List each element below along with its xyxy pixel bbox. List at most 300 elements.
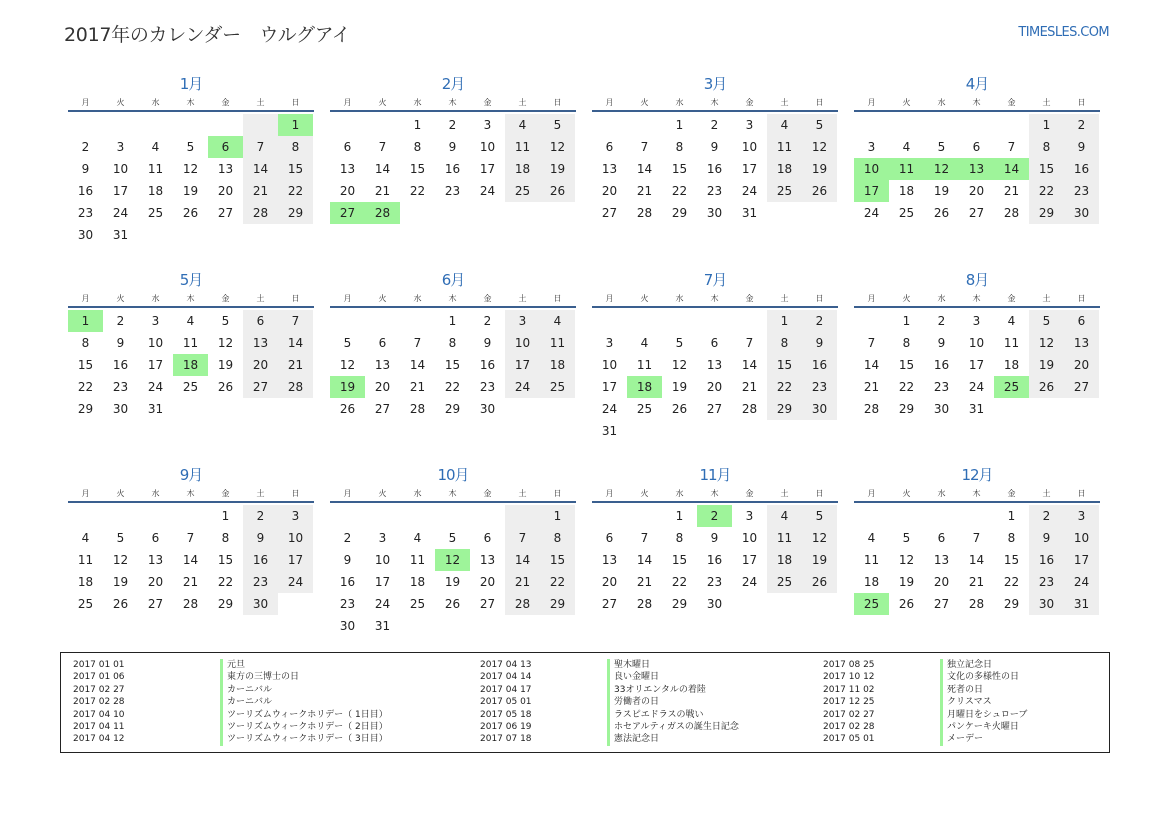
day-cell: 18: [1003, 358, 1020, 372]
day-cell: 16: [479, 358, 496, 372]
month-calendar: [330, 464, 576, 637]
weekday-label: 火: [378, 489, 387, 498]
day-cell: 12: [1029, 332, 1064, 354]
day-cell: 20: [933, 575, 950, 589]
empty-day-cell: [278, 593, 313, 615]
holiday-name: カーニバル: [220, 696, 272, 708]
day-cell: 10: [1064, 527, 1099, 549]
day-cell: 11: [767, 136, 802, 158]
day-cell: 4: [767, 505, 802, 527]
day-cell: 27: [374, 402, 391, 416]
day-cell: 1: [1007, 509, 1016, 523]
day-cell: 6: [378, 336, 387, 350]
day-cell: 6: [605, 531, 614, 545]
day-cell: 10: [741, 531, 758, 545]
day-cell: 11: [77, 553, 94, 567]
day-cell: 4: [81, 531, 90, 545]
day-cell: 14: [505, 549, 540, 571]
day-cell: 31: [968, 402, 985, 416]
weekday-label: 土: [1042, 98, 1051, 107]
day-cell: 11: [636, 358, 653, 372]
day-cell: 26: [671, 402, 688, 416]
weekday-label: 土: [256, 98, 265, 107]
weekday-label: 火: [378, 294, 387, 303]
day-cell: 24: [278, 571, 313, 593]
day-cell: 25: [147, 206, 164, 220]
empty-day-cell: [767, 202, 802, 224]
empty-day-cell: [994, 398, 1029, 420]
day-cell: 17: [112, 184, 129, 198]
day-cell: 19: [112, 575, 129, 589]
day-cell: 1: [68, 310, 103, 332]
day-cell: 19: [330, 376, 365, 398]
day-cell: 26: [217, 380, 234, 394]
weekday-label: 日: [815, 98, 824, 107]
day-cell: 23: [339, 597, 356, 611]
empty-day-cell: [470, 615, 505, 637]
day-cell: 7: [745, 336, 754, 350]
weekday-label: 火: [116, 98, 125, 107]
empty-day-cell: [138, 114, 173, 136]
weekday-label: 月: [343, 98, 352, 107]
day-cell: 13: [374, 358, 391, 372]
day-cell: 20: [147, 575, 164, 589]
day-cell: 15: [898, 358, 915, 372]
day-cell: 21: [243, 180, 278, 202]
empty-day-cell: [365, 505, 400, 527]
empty-day-cell: [854, 114, 889, 136]
day-cell: 25: [77, 597, 94, 611]
day-cell: 6: [483, 531, 492, 545]
day-grid: [854, 112, 1100, 224]
month-calendar: [592, 269, 838, 442]
day-cell: 25: [767, 571, 802, 593]
holiday-name: 33オリエンタルの着陸: [607, 684, 706, 696]
day-grid: [68, 503, 314, 615]
empty-day-cell: [365, 114, 400, 136]
month-name: 11月: [699, 466, 731, 484]
day-cell: 11: [147, 162, 164, 176]
day-cell: 5: [116, 531, 125, 545]
day-cell: 1: [767, 310, 802, 332]
weekday-header: [592, 291, 838, 308]
day-grid: [68, 112, 314, 246]
day-cell: 17: [374, 575, 391, 589]
empty-day-cell: [540, 398, 575, 420]
day-cell: 10: [601, 358, 618, 372]
day-cell: 27: [1064, 376, 1099, 398]
day-cell: 30: [112, 402, 129, 416]
weekday-label: 土: [780, 489, 789, 498]
day-cell: 10: [147, 336, 164, 350]
empty-day-cell: [592, 505, 627, 527]
day-cell: 18: [767, 549, 802, 571]
day-cell: 6: [710, 336, 719, 350]
day-cell: 29: [444, 402, 461, 416]
day-cell: 6: [208, 136, 243, 158]
holiday-name: 聖木曜日: [607, 659, 650, 671]
empty-day-cell: [208, 114, 243, 136]
day-cell: 20: [374, 380, 391, 394]
day-cell: 16: [706, 553, 723, 567]
empty-day-cell: [924, 505, 959, 527]
month-calendar: [330, 73, 576, 224]
day-cell: 1: [1029, 114, 1064, 136]
day-cell: 1: [675, 509, 684, 523]
day-cell: 25: [898, 206, 915, 220]
day-cell: 5: [937, 140, 946, 154]
holiday-date: 2017 05 18: [480, 709, 532, 720]
day-cell: 5: [186, 140, 195, 154]
weekday-header: [68, 291, 314, 308]
day-cell: 4: [186, 314, 195, 328]
day-cell: 24: [1064, 571, 1099, 593]
day-cell: 19: [898, 575, 915, 589]
day-cell: 11: [767, 527, 802, 549]
day-cell: 10: [374, 553, 391, 567]
day-cell: 14: [182, 553, 199, 567]
day-cell: 8: [221, 531, 230, 545]
weekday-label: 木: [710, 294, 719, 303]
page-title: 2017年のカレンダー ウルグアイ: [64, 24, 351, 46]
day-cell: 11: [505, 136, 540, 158]
day-cell: 19: [671, 380, 688, 394]
day-cell: 4: [640, 336, 649, 350]
day-cell: 29: [540, 593, 575, 615]
day-cell: 25: [854, 593, 889, 615]
day-cell: 31: [147, 402, 164, 416]
day-cell: 23: [444, 184, 461, 198]
empty-day-cell: [138, 505, 173, 527]
weekday-label: 金: [483, 489, 492, 498]
day-cell: 12: [182, 162, 199, 176]
day-cell: 6: [1064, 310, 1099, 332]
weekday-header: [592, 486, 838, 503]
weekday-header: [68, 95, 314, 112]
day-cell: 20: [217, 184, 234, 198]
day-cell: 25: [505, 180, 540, 202]
month-name: 9月: [179, 466, 203, 484]
day-cell: 24: [374, 597, 391, 611]
holiday-name: 憲法記念日: [607, 733, 659, 745]
day-cell: 23: [479, 380, 496, 394]
day-cell: 23: [706, 184, 723, 198]
day-cell: 3: [505, 310, 540, 332]
day-cell: 20: [601, 184, 618, 198]
empty-day-cell: [470, 505, 505, 527]
day-cell: 26: [112, 597, 129, 611]
day-cell: 9: [448, 140, 457, 154]
month-name: 6月: [441, 271, 465, 289]
day-cell: 17: [968, 358, 985, 372]
day-cell: 18: [627, 376, 662, 398]
weekday-header: [854, 486, 1100, 503]
empty-day-cell: [697, 310, 732, 332]
day-cell: 30: [1029, 593, 1064, 615]
day-cell: 5: [448, 531, 457, 545]
day-cell: 12: [540, 136, 575, 158]
day-cell: 22: [540, 571, 575, 593]
day-cell: 13: [339, 162, 356, 176]
empty-day-cell: [889, 505, 924, 527]
day-cell: 7: [1007, 140, 1016, 154]
day-cell: 28: [505, 593, 540, 615]
day-cell: 6: [972, 140, 981, 154]
weekday-label: 土: [1042, 294, 1051, 303]
day-cell: 13: [601, 162, 618, 176]
day-cell: 13: [147, 553, 164, 567]
day-cell: 28: [278, 376, 313, 398]
day-cell: 21: [505, 571, 540, 593]
weekday-header: [330, 291, 576, 308]
day-cell: 4: [902, 140, 911, 154]
day-cell: 27: [968, 206, 985, 220]
holiday-name: ツーリズムウィークホリデー（ 1日目）: [220, 709, 388, 721]
day-cell: 7: [640, 140, 649, 154]
day-cell: 5: [902, 531, 911, 545]
weekday-label: 金: [745, 489, 754, 498]
month-name: 1月: [179, 75, 203, 93]
day-cell: 6: [151, 531, 160, 545]
empty-day-cell: [330, 505, 365, 527]
weekday-label: 木: [186, 98, 195, 107]
day-cell: 3: [116, 140, 125, 154]
month-name: 3月: [703, 75, 727, 93]
month-name: 12月: [961, 466, 993, 484]
day-cell: 30: [77, 228, 94, 242]
day-cell: 23: [1064, 180, 1099, 202]
weekday-label: 木: [448, 98, 457, 107]
empty-day-cell: [173, 398, 208, 420]
day-cell: 25: [540, 376, 575, 398]
empty-day-cell: [330, 310, 365, 332]
holiday-date: 2017 06 19: [480, 721, 532, 732]
day-cell: 28: [741, 402, 758, 416]
day-cell: 21: [278, 354, 313, 376]
day-cell: 16: [243, 549, 278, 571]
day-cell: 12: [802, 527, 837, 549]
empty-day-cell: [924, 114, 959, 136]
holiday-name: 東方の三博士の日: [220, 671, 299, 683]
holiday-date: 2017 04 11: [73, 721, 125, 732]
month-calendar: [854, 73, 1100, 224]
day-cell: 9: [937, 336, 946, 350]
empty-day-cell: [627, 310, 662, 332]
day-cell: 20: [243, 354, 278, 376]
day-cell: 3: [1064, 505, 1099, 527]
day-grid: [854, 308, 1100, 420]
weekday-label: 日: [553, 489, 562, 498]
day-cell: 7: [972, 531, 981, 545]
day-cell: 26: [802, 180, 837, 202]
day-cell: 15: [409, 162, 426, 176]
weekday-label: 金: [221, 489, 230, 498]
day-cell: 18: [767, 158, 802, 180]
day-cell: 5: [675, 336, 684, 350]
weekday-label: 火: [116, 489, 125, 498]
day-cell: 14: [243, 158, 278, 180]
day-cell: 19: [802, 549, 837, 571]
weekday-label: 金: [1007, 294, 1016, 303]
day-cell: 25: [767, 180, 802, 202]
month-calendar: [330, 269, 576, 420]
weekday-label: 月: [867, 294, 876, 303]
holiday-name: ツーリズムウィークホリデー（ 2日目）: [220, 721, 388, 733]
weekday-label: 月: [343, 294, 352, 303]
day-cell: 19: [444, 575, 461, 589]
day-cell: 3: [745, 118, 754, 132]
holiday-date: 2017 04 10: [73, 709, 125, 720]
day-cell: 21: [409, 380, 426, 394]
weekday-label: 火: [902, 489, 911, 498]
empty-day-cell: [959, 505, 994, 527]
day-cell: 21: [968, 575, 985, 589]
day-cell: 15: [671, 162, 688, 176]
day-cell: 5: [802, 114, 837, 136]
day-cell: 22: [278, 180, 313, 202]
day-cell: 12: [898, 553, 915, 567]
holiday-name: 文化の多様性の日: [940, 671, 1019, 683]
day-cell: 17: [147, 358, 164, 372]
weekday-header: [854, 95, 1100, 112]
empty-day-cell: [173, 224, 208, 246]
day-cell: 13: [959, 158, 994, 180]
empty-day-cell: [278, 224, 313, 246]
day-cell: 8: [675, 140, 684, 154]
weekday-label: 土: [780, 98, 789, 107]
day-cell: 14: [409, 358, 426, 372]
day-cell: 25: [182, 380, 199, 394]
day-cell: 26: [339, 402, 356, 416]
day-cell: 9: [802, 332, 837, 354]
empty-day-cell: [68, 114, 103, 136]
holiday-date: 2017 01 01: [73, 660, 125, 670]
day-grid: [330, 112, 576, 224]
day-cell: 22: [77, 380, 94, 394]
holiday-date: 2017 02 27: [823, 709, 875, 720]
day-cell: 15: [217, 553, 234, 567]
holiday-date: 2017 04 14: [480, 672, 532, 683]
day-cell: 17: [741, 162, 758, 176]
day-cell: 10: [854, 158, 889, 180]
day-cell: 3: [867, 140, 876, 154]
empty-day-cell: [732, 310, 767, 332]
day-cell: 22: [217, 575, 234, 589]
day-cell: 28: [968, 597, 985, 611]
day-grid: [854, 503, 1100, 615]
day-cell: 3: [278, 505, 313, 527]
day-cell: 14: [994, 158, 1029, 180]
day-cell: 14: [863, 358, 880, 372]
day-cell: 21: [636, 184, 653, 198]
day-cell: 21: [741, 380, 758, 394]
month-calendar: [592, 73, 838, 224]
holiday-name: 月曜日をシュローブ: [940, 709, 1027, 721]
weekday-label: 水: [675, 294, 684, 303]
day-cell: 2: [802, 310, 837, 332]
day-cell: 20: [339, 184, 356, 198]
day-cell: 24: [147, 380, 164, 394]
empty-day-cell: [435, 202, 470, 224]
day-cell: 23: [933, 380, 950, 394]
weekday-label: 金: [483, 294, 492, 303]
day-cell: 8: [540, 527, 575, 549]
day-cell: 9: [243, 527, 278, 549]
day-cell: 2: [710, 118, 719, 132]
weekday-label: 月: [605, 294, 614, 303]
holiday-date: 2017 02 28: [73, 697, 125, 708]
day-cell: 22: [1029, 180, 1064, 202]
empty-day-cell: [697, 420, 732, 442]
weekday-header: [330, 95, 576, 112]
day-cell: 21: [1003, 184, 1020, 198]
day-cell: 28: [409, 402, 426, 416]
day-cell: 31: [1064, 593, 1099, 615]
day-cell: 7: [186, 531, 195, 545]
empty-day-cell: [400, 615, 435, 637]
day-cell: 9: [483, 336, 492, 350]
day-cell: 27: [147, 597, 164, 611]
brand-link[interactable]: TIMESLES.COM: [1018, 25, 1109, 40]
day-cell: 4: [767, 114, 802, 136]
day-cell: 18: [173, 354, 208, 376]
day-cell: 1: [448, 314, 457, 328]
day-cell: 29: [1003, 597, 1020, 611]
empty-day-cell: [505, 505, 540, 527]
day-cell: 29: [278, 202, 313, 224]
day-cell: 5: [540, 114, 575, 136]
day-cell: 26: [182, 206, 199, 220]
day-cell: 26: [1029, 376, 1064, 398]
day-cell: 14: [968, 553, 985, 567]
day-cell: 23: [243, 571, 278, 593]
weekday-label: 水: [413, 294, 422, 303]
weekday-label: 木: [186, 294, 195, 303]
day-cell: 17: [1064, 549, 1099, 571]
day-cell: 27: [243, 376, 278, 398]
day-cell: 28: [636, 597, 653, 611]
day-cell: 3: [483, 118, 492, 132]
day-cell: 26: [540, 180, 575, 202]
day-cell: 18: [540, 354, 575, 376]
day-cell: 2: [1064, 114, 1099, 136]
day-cell: 19: [933, 184, 950, 198]
weekday-label: 月: [81, 98, 90, 107]
weekday-label: 木: [448, 294, 457, 303]
weekday-label: 木: [186, 489, 195, 498]
holiday-name: カーニバル: [220, 684, 272, 696]
day-cell: 7: [413, 336, 422, 350]
day-cell: 7: [505, 527, 540, 549]
day-cell: 8: [413, 140, 422, 154]
day-cell: 26: [933, 206, 950, 220]
weekday-label: 水: [151, 489, 160, 498]
day-grid: [330, 503, 576, 637]
day-cell: 18: [147, 184, 164, 198]
day-cell: 11: [889, 158, 924, 180]
day-cell: 4: [505, 114, 540, 136]
day-cell: 31: [112, 228, 129, 242]
empty-day-cell: [138, 224, 173, 246]
month-name: 8月: [965, 271, 989, 289]
weekday-label: 月: [81, 294, 90, 303]
day-cell: 22: [767, 376, 802, 398]
day-cell: 22: [671, 184, 688, 198]
holiday-date: 2017 04 17: [480, 684, 532, 695]
day-cell: 14: [741, 358, 758, 372]
day-cell: 16: [339, 575, 356, 589]
day-cell: 1: [221, 509, 230, 523]
